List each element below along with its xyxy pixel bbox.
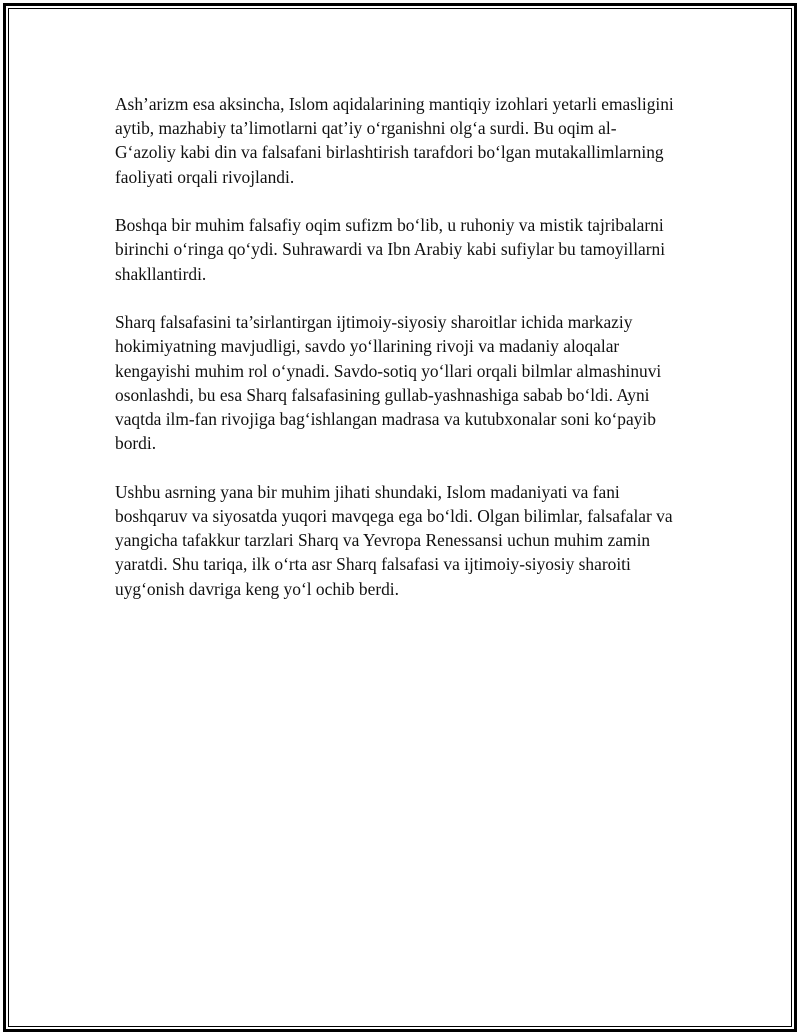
paragraph-ijtimoiy-siyosiy: Sharq falsafasini ta’sirlantirgan ijtimoiy-siyosiy sharoitlar ichida markaziy hokimiyatning mavjudligi, savdo yo‘llarining rivoji va madaniy aloqalar kengayishi muhim rol o‘ynadi. Savdo-sotiq yo‘llari orqali bilmlar almashinuvi osonlashdi, bu esa Sharq falsafasining gullab-yashnashiga sabab bo‘ldi. Ayni vaqtda ilm-fan rivojiga bag‘ishlangan madrasa va kutubxonalar soni ko‘payib bordi. [115,312,662,454]
paragraph-asharizm: Ash’arizm esa aksincha, Islom aqidalarining mantiqiy izohlari yetarli emasligini aytib, mazhabiy ta’limotlarni qat’iy o‘rganishni olg‘a surdi. Bu oqim al-G‘azoliy kabi din va falsafani birlashtirish tarafdori bo‘lgan mutakallimlarning faoliyati orqali rivojlandi. [115,94,674,187]
document-body [115,92,675,625]
paragraph-renessans: Ushbu asrning yana bir muhim jihati shundaki, Islom madaniyati va fani boshqaruv va siyosatda yuqori mavqega ega bo‘ldi. Olgan bilimlar, falsafalar va yangicha tafakkur tarzlari Sharq va Yevropa Renessansi uchun muhim zamin yaratdi. Shu tariqa, ilk o‘rta asr Sharq falsafasi va ijtimoiy-siyosiy sharoiti uyg‘onish davriga keng yo‘l ochib berdi. [115,481,673,599]
paragraph-sufizm: Boshqa bir muhim falsafiy oqim sufizm bo‘lib, u ruhoniy va mistik tajribalarni birinchi o‘ringa qo‘ydi. Suhrawardi va Ibn Arabiy kabi sufiylar bu tamoyillarni shakllantirdi. [115,215,666,284]
